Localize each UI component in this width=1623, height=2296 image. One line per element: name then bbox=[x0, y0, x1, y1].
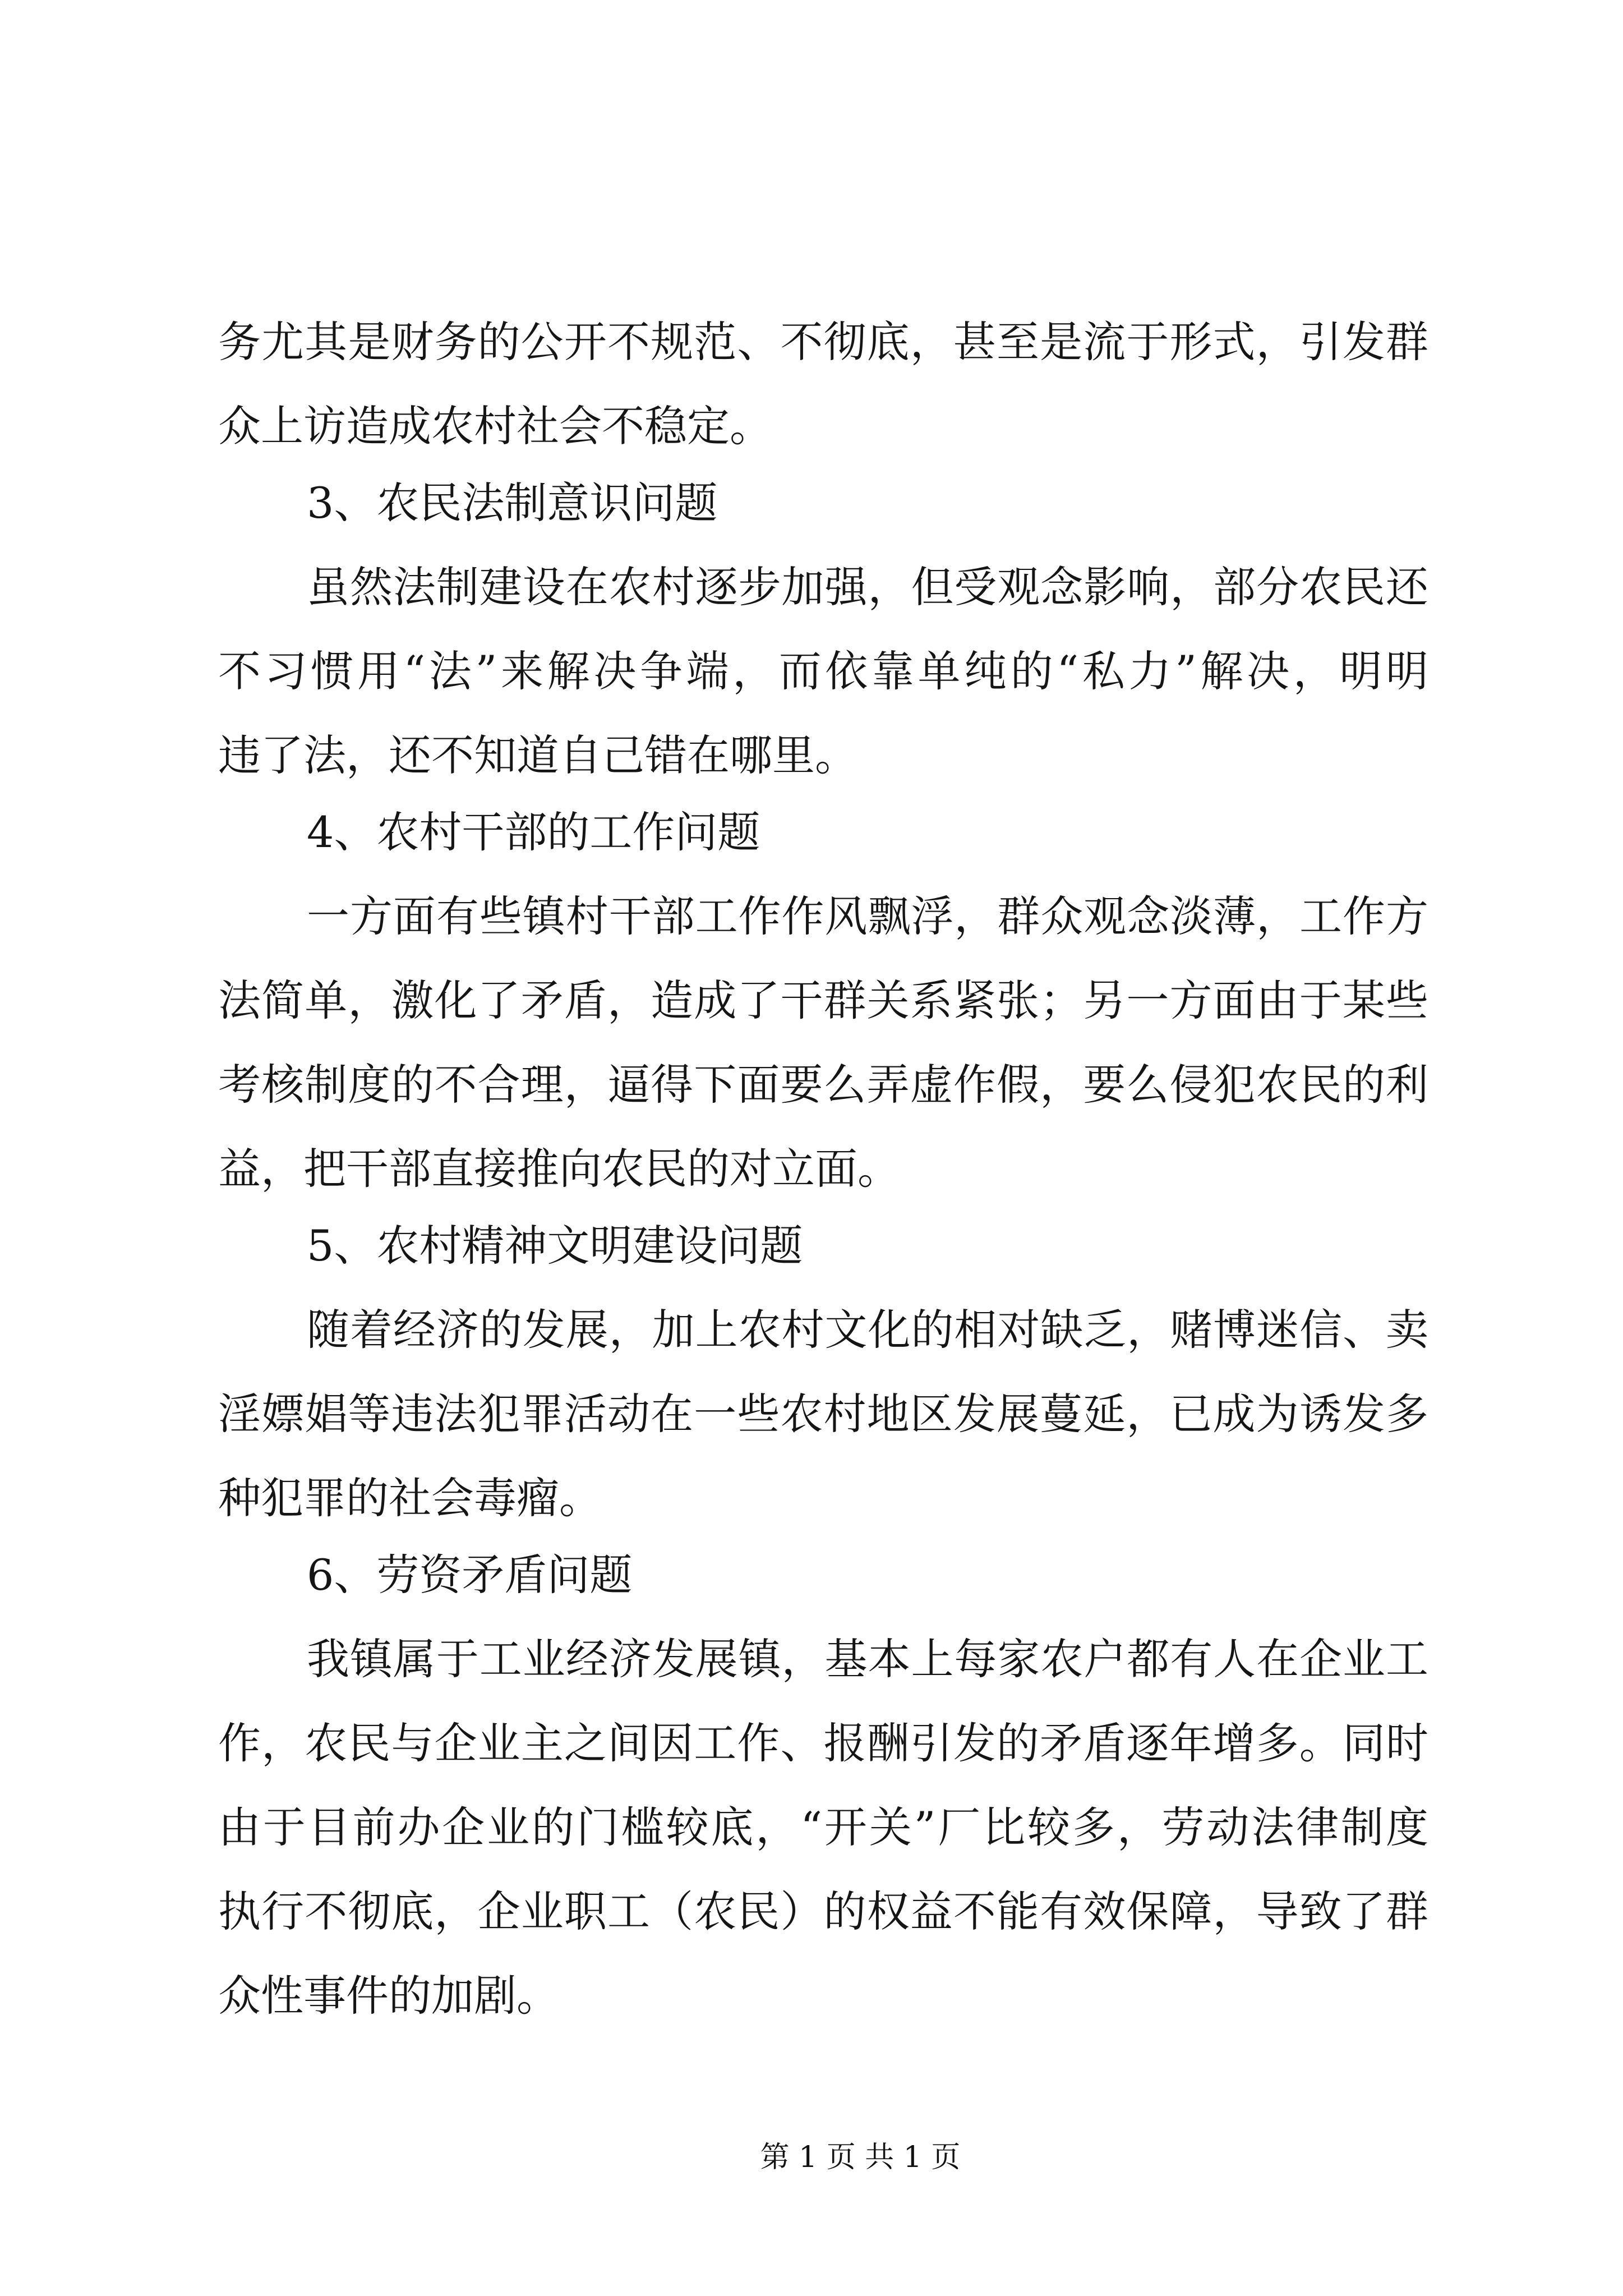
body-text-line: 务尤其是财务的公开不规范、不彻底，甚至是流于形式，引发群 bbox=[218, 317, 1428, 367]
section-heading: 3、农民法制意识问题 bbox=[307, 478, 718, 528]
body-text-line: 众上访造成农村社会不稳定。 bbox=[218, 401, 772, 451]
section-3 bbox=[218, 461, 1428, 798]
document-body bbox=[218, 300, 1428, 2038]
page-footer: 第 1 页 共 1 页 bbox=[760, 2141, 961, 2174]
body-text-line: 随着经济的发展，加上农村文化的相对缺乏，赌博迷信、卖 bbox=[307, 1305, 1428, 1355]
body-text-line: 淫嫖娼等违法犯罪活动在一些农村地区发展蔓延，已成为诱发多 bbox=[218, 1389, 1428, 1439]
body-text-line: 虽然法制建设在农村逐步加强，但受观念影响，部分农民还 bbox=[307, 562, 1428, 612]
body-text-line: 考核制度的不合理，逼得下面要么弄虚作假，要么侵犯农民的利 bbox=[218, 1060, 1428, 1110]
body-text-line: 种犯罪的社会毒瘤。 bbox=[218, 1473, 602, 1523]
body-text-line: 益，把干部直接推向农民的对立面。 bbox=[218, 1144, 900, 1194]
body-text-line: 法简单，激化了矛盾，造成了干群关系紧张；另一方面由于某些 bbox=[218, 976, 1428, 1025]
body-text-line: 违了法，还不知道自己错在哪里。 bbox=[218, 730, 857, 780]
body-text-line: 作，农民与企业主之间因工作、报酬引发的矛盾逐年增多。同时 bbox=[218, 1718, 1428, 1768]
paragraph-continuation bbox=[218, 300, 1428, 468]
body-text-line: 一方面有些镇村干部工作作风飘浮，群众观念淡薄，工作方 bbox=[307, 891, 1428, 941]
section-heading: 5、农村精神文明建设问题 bbox=[307, 1221, 803, 1271]
body-text-line: 执行不彻底，企业职工（农民）的权益不能有效保障，导致了群 bbox=[218, 1887, 1428, 1936]
section-4 bbox=[218, 790, 1428, 1211]
body-text-line: 众性事件的加剧。 bbox=[218, 1971, 559, 2021]
section-5 bbox=[218, 1204, 1428, 1540]
section-heading: 6、劳资矛盾问题 bbox=[307, 1550, 633, 1600]
section-heading: 4、农村干部的工作问题 bbox=[307, 807, 760, 857]
body-text-line: 不习惯用“法”来解决争端，而依靠单纯的“私力”解决，明明 bbox=[218, 646, 1428, 696]
section-6 bbox=[218, 1533, 1428, 2038]
body-text-line: 我镇属于工业经济发展镇，基本上每家农户都有人在企业工 bbox=[307, 1634, 1428, 1684]
body-text-line: 由于目前办企业的门槛较底，“开关”厂比较多，劳动法律制度 bbox=[218, 1802, 1428, 1852]
